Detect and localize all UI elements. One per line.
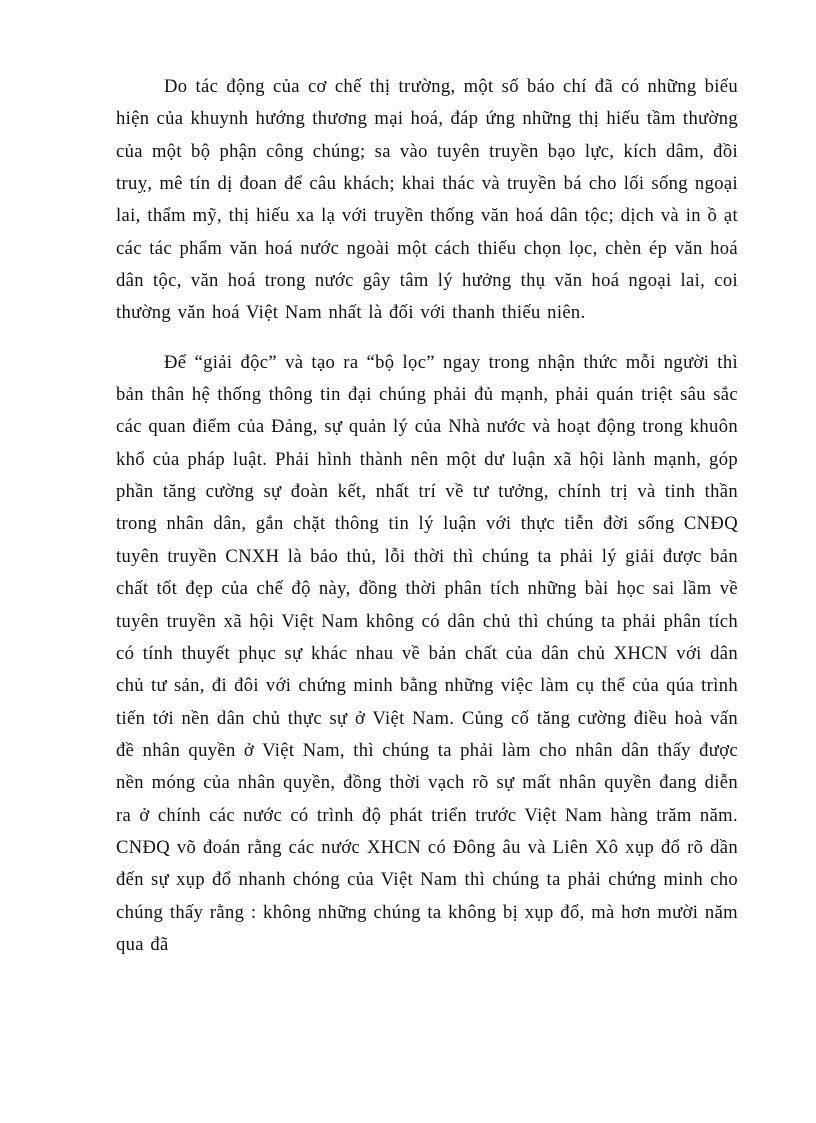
paragraph-detox-filter: Để “giải độc” và tạo ra “bộ lọc” ngay trong nhận thức mỗi người thì bản thân hệ thống thông tin đại chúng phải đủ mạnh, phải quán triệt sâu sắc các quan điểm của Đảng, sự quản lý của Nhà nước và hoạt động trong khuôn khổ của pháp luật. Phải hình thành nên một dư luận xã hội lành mạnh, góp phần tăng cường sự đoàn kết, nhất trí về tư tưởng, chính trị và tinh thần trong nhân dân, gắn chặt thông tin lý luận với thực tiễn đời sống CNĐQ tuyên truyền CNXH là bảo thủ, lỗi thời thì chúng ta phải lý giải được bản chất tốt đẹp của chế độ này, đồng thời phân tích những bài học sai lầm về tuyên truyền xã hội Việt Nam không có dân chủ thì chúng ta phải phân tích có tính thuyết phục sự khác nhau về bản chất của dân chủ XHCN với dân chủ tư sản, đi đôi với chứng minh bằng những việc làm cụ thể của qúa trình tiến tới nền dân chủ thực sự ở Việt Nam. Củng cố tăng cường điều hoà vấn đề nhân quyền ở Việt Nam, thì chúng ta phải làm cho nhân dân thấy được nền móng của nhân quyền, đồng thời vạch rõ sự mất nhân quyền đang diễn ra ở chính các nước có trình độ phát triển trước Việt Nam hàng trăm năm. CNĐQ võ đoán rằng các nước XHCN có Đông âu và Liên Xô xụp đổ rõ dần đến sự xụp đổ nhanh chóng của Việt Nam thì chúng ta phải chứng minh cho chúng thấy rằng : không những chúng ta không bị xụp đổ, mà hơn mười năm qua đã [116, 351, 738, 955]
paragraph-market-impact: Do tác động của cơ chế thị trường, một số báo chí đã có những biểu hiện của khuynh hướng thương mại hoá, đáp ứng những thị hiếu tầm thường của một bộ phận công chúng; sa vào tuyên truyền bạo lực, kích dâm, đồi truỵ, mê tín dị đoan để câu khách; khai thác và truyền bá cho lối sống ngoại lai, thẩm mỹ, thị hiếu xa lạ với truyền thống văn hoá dân tộc; dịch và in ồ ạt các tác phẩm văn hoá nước ngoài một cách thiếu chọn lọc, chèn ép văn hoá dân tộc, văn hoá trong nước gây tâm lý hưởng thụ văn hoá ngoại lai, coi thường văn hoá Việt Nam nhất là đối với thanh thiếu niên. [116, 76, 738, 324]
document-page [116, 71, 738, 961]
